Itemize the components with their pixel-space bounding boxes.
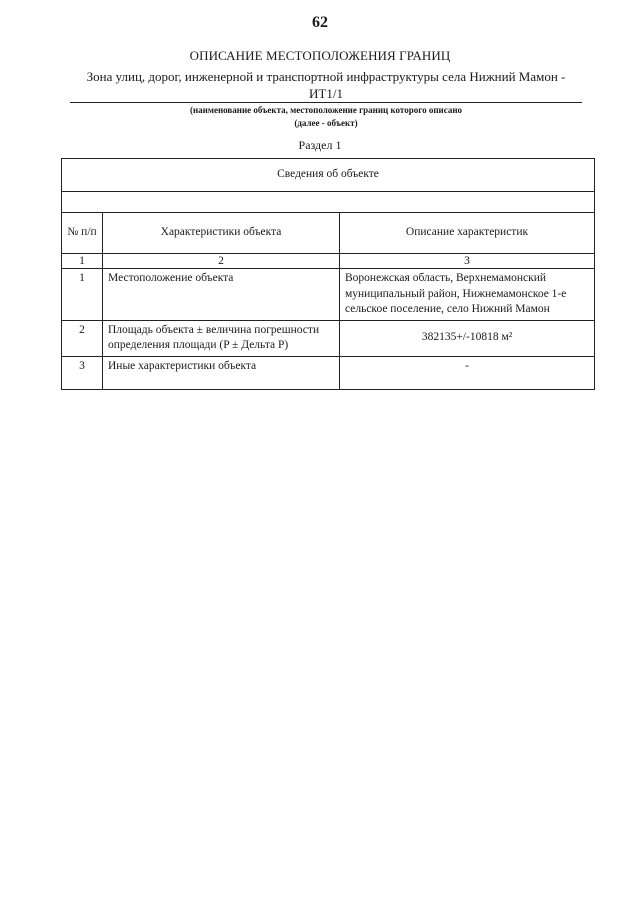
column-number: 1 xyxy=(62,254,103,269)
table-row xyxy=(62,320,595,356)
table-row xyxy=(62,356,595,389)
object-caption-line-1: (наименование объекта, местоположение границ которого описано xyxy=(189,105,463,115)
row-number: 3 xyxy=(62,356,103,389)
row-characteristic: Площадь объекта ± величина погрешности определения площади (P ± Дельта P) xyxy=(103,320,340,356)
row-description: 382135+/-10818 м² xyxy=(340,320,595,356)
object-caption xyxy=(70,104,582,130)
column-header-num: № п/п xyxy=(62,213,103,254)
row-description: - xyxy=(340,356,595,389)
table-columns-row xyxy=(62,213,595,254)
document-title: ОПИСАНИЕ МЕСТОПОЛОЖЕНИЯ ГРАНИЦ xyxy=(189,48,451,63)
object-caption-line-2: (далее - объект) xyxy=(294,118,358,128)
page-number: 62 xyxy=(312,14,328,31)
row-number: 2 xyxy=(62,320,103,356)
row-description: Воронежская область, Верхнемамонский муниципальный район, Нижнемамонское 1-е сельское поселение, село Нижний Мамон xyxy=(340,269,595,321)
row-number: 1 xyxy=(62,269,103,321)
table-header-row xyxy=(62,159,595,192)
section-title: Раздел 1 xyxy=(298,138,342,152)
row-characteristic: Местоположение объекта xyxy=(103,269,340,321)
object-info-table xyxy=(61,158,595,390)
object-name: Зона улиц, дорог, инженерной и транспортной инфраструктуры села Нижний Мамон - ИТ1/1 xyxy=(70,68,582,103)
table-spacer-cell xyxy=(62,192,595,213)
column-number: 3 xyxy=(340,254,595,269)
row-characteristic: Иные характеристики объекта xyxy=(103,356,340,389)
table-column-numbers-row xyxy=(62,254,595,269)
table-spacer-row xyxy=(62,192,595,213)
table-row xyxy=(62,269,595,321)
column-number: 2 xyxy=(103,254,340,269)
table-header: Сведения об объекте xyxy=(62,159,595,192)
column-header-characteristic: Характеристики объекта xyxy=(103,213,340,254)
column-header-description: Описание характеристик xyxy=(340,213,595,254)
